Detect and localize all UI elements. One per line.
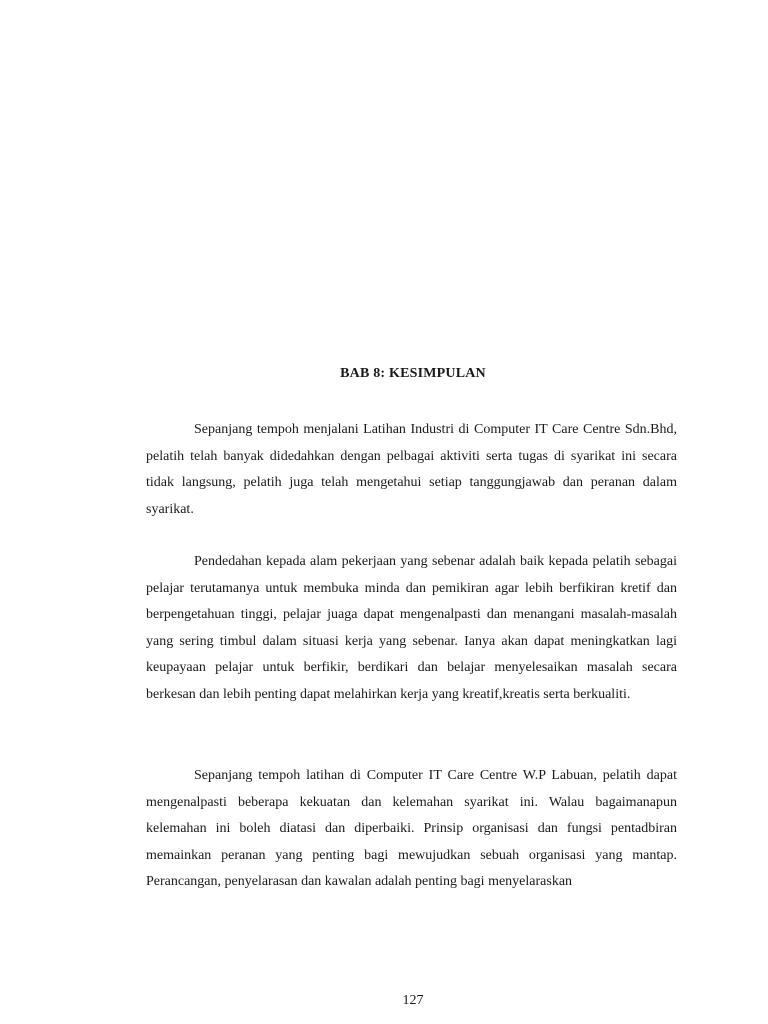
- paragraph-3-text: Sepanjang tempoh latihan di Computer IT Care Centre W.P Labuan, pelatih dapat mengenalpasti beberapa kekuatan dan kelemahan syarikat ini. Walau bagaimanapun kelemahan ini boleh diatasi dan diperbaiki. Prinsip organisasi dan fungsi pentadbiran memainkan peranan yang penting bagi mewujudkan sebuah organisasi yang mantap. Perancangan, penyelarasan dan kawalan adalah penting bagi menyelaraskan: [146, 768, 677, 889]
- paragraph-2-text: Pendedahan kepada alam pekerjaan yang sebenar adalah baik kepada pelatih sebagai pelajar terutamanya untuk membuka minda dan pemikiran agar lebih berfikiran kretif dan berpengetahuan tinggi, pelajar juaga dapat mengenalpasti dan menangani masalah-masalah yang sering timbul dalam situasi kerja yang sebenar. Ianya akan dapat meningkatkan lagi keupayaan pelajar untuk berfikir, berdikari dan belajar menyelesaikan masalah secara berkesan dan lebih penting dapat melahirkan kerja yang kreatif,kreatis serta berkualiti.: [146, 554, 677, 702]
- paragraph-3: [146, 763, 677, 896]
- chapter-title: BAB 8: KESIMPULAN: [340, 366, 486, 381]
- paragraph-1-text: Sepanjang tempoh menjalani Latihan Industri di Computer IT Care Centre Sdn.Bhd, pelatih telah banyak didedahkan dengan pelbagai aktiviti serta tugas di syarikat ini secara tidak langsung, pelatih juga telah mengetahui setiap tanggungjawab dan peranan dalam syarikat.: [146, 422, 677, 517]
- paragraph-2: [146, 549, 677, 708]
- paragraph-1: [146, 417, 677, 523]
- page-number: 127: [402, 993, 424, 1008]
